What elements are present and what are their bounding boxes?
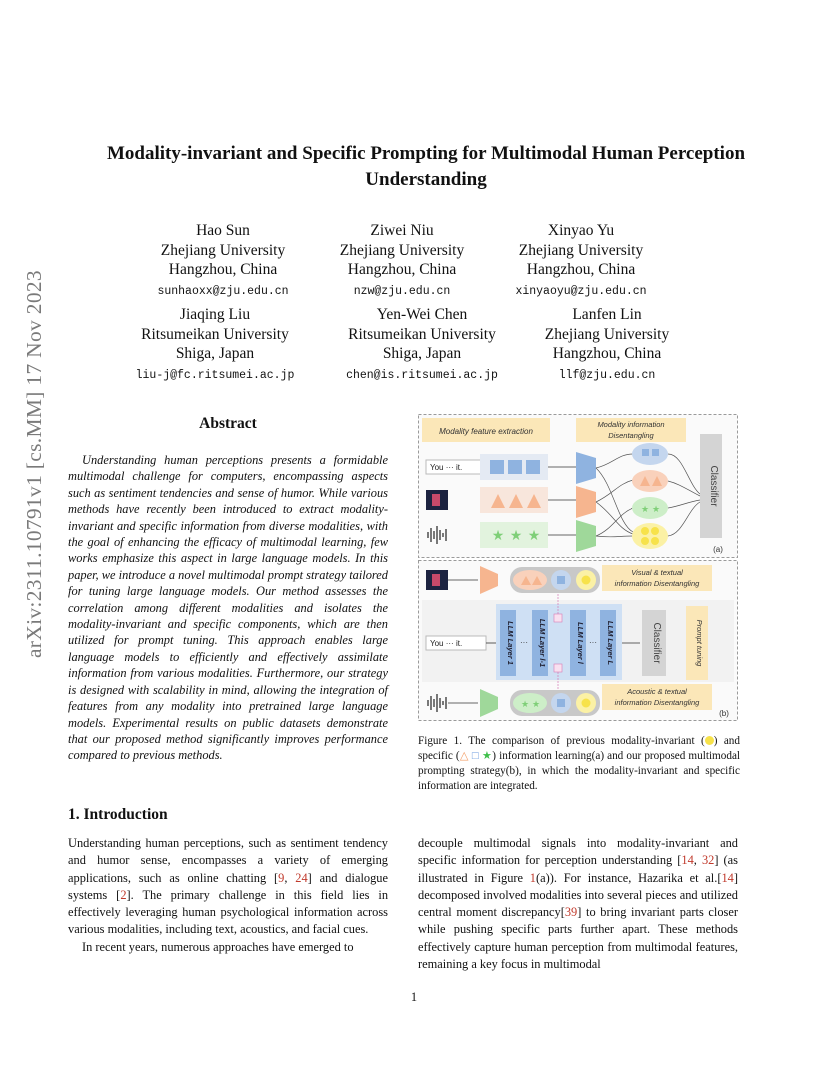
citation-link[interactable]: 14 (721, 870, 734, 885)
blue-square-icon (526, 460, 540, 474)
blue-specific-ellipse (632, 443, 668, 465)
author-name: Hao Sun (196, 222, 250, 239)
panel-a-header-right-text-2: Disentangling (608, 431, 654, 440)
page-number: 1 (410, 990, 418, 1004)
panel-a-header-right-text-1: Modality information (597, 420, 665, 429)
title-line-1: Modality-invariant and Specific Prompting for Multimodal Human Perception (106, 143, 746, 164)
author-block (123, 221, 323, 300)
author-location: Hangzhou, China (347, 261, 457, 278)
blue-square-icon: □ (471, 750, 479, 762)
green-specific-ellipse (632, 497, 668, 519)
section-heading-introduction: 1. Introduction (68, 806, 168, 823)
author-block (115, 305, 315, 384)
title-line-2: Understanding (365, 169, 487, 190)
llm-layer-label: LLM Layer 1 (506, 621, 515, 665)
author-block (322, 305, 522, 384)
panel-a-tag: (a) (713, 545, 723, 554)
author-name: Ziwei Niu (370, 222, 434, 239)
author-block (481, 221, 681, 300)
author-affiliation: Ritsumeikan University (348, 325, 496, 343)
figure-caption: Figure 1. The comparison of previous modality-invariant ( ) and specific (△ □ ★) information learning(a) and our proposed multimodal prompting strategy(b), in which the modality-invariant and specific information are integrated. (418, 735, 741, 792)
visual-textual-label-1: Visual & textual (631, 568, 683, 577)
citation-link[interactable]: 2 (120, 887, 127, 902)
prompt-tuning-label: Prompt tuning (695, 619, 704, 667)
citation-link[interactable]: 24 (295, 870, 308, 885)
panel-a-header-left-text: Modality feature extraction (439, 427, 533, 436)
intro-right-column (418, 835, 738, 973)
intro-paragraph: Understanding human perceptions, such as sentiment tendency and humor sense, encompasses a variety of emerging applications, such as online chatting [9, 24] and dialogue systems [2]. The primary challenge in this field lies in effectively leveraging human psychological information across various modalities, including text, acoustics, and facial cues. (68, 836, 389, 937)
svg-text:★: ★ (531, 699, 541, 709)
author-location: Shiga, Japan (175, 345, 255, 362)
green-star-icon: ★ (527, 527, 541, 543)
green-star-icon: ★ (509, 527, 523, 543)
abstract-heading: Abstract (199, 415, 257, 432)
text-input-label: You ··· it. (430, 463, 463, 472)
visual-textual-label-2: information Disentangling (614, 579, 700, 588)
prompt-token (554, 664, 562, 672)
author-affiliation: Zhejiang University (160, 241, 286, 259)
classifier-label-b: Classifier (651, 622, 662, 664)
llm-layer-label: LLM Layer l (576, 622, 585, 664)
author-affiliation: Zhejiang University (544, 325, 670, 343)
yellow-invariant-ellipse (632, 523, 668, 549)
panel-b-tag: (b) (719, 709, 729, 718)
author-name: Xinyao Yu (547, 222, 615, 239)
author-block (302, 221, 502, 300)
llm-layer-label: LLM Layer L (606, 620, 615, 666)
figure-1 (418, 414, 738, 722)
author-email: chen@is.ritsumei.ac.jp (346, 368, 498, 382)
author-email: llf@zju.edu.cn (558, 368, 656, 382)
author-email: liu-j@fc.ritsumei.ac.jp (135, 368, 295, 382)
abstract-text: Understanding human perceptions presents a formidable multimodal challenge for computers, encompassing aspects such as sentiment tendencies and sense of humor. While various methods have recently been introduced to extract modality-invariant and specific information from diverse modalities, with the goal of enhancing the efficacy of multimodal learning, few works emphasize this aspect in large language models. In this paper, we introduce a novel multimodal prompt strategy tailored for tuning large language models. Our method assesses the correlation among different modalities and isolates the modality-invariant and specific components, which are then utilized for prompt tuning. This approach enables large language models to efficiently and effectively assimilate information from various modalities. Furthermore, our strategy is designed with scalability in mind, allowing the integration of features from any modality into pretrained large language models. Experimental results on public datasets demonstrate that our proposed method significantly improves performance compared to previous methods. (68, 453, 388, 763)
yellow-circle-icon (705, 736, 714, 745)
citation-link[interactable]: 9 (278, 870, 285, 885)
author-affiliation: Zhejiang University (339, 241, 465, 259)
llm-layer-label: LLM Layer l-1 (538, 618, 547, 668)
svg-text:★: ★ (651, 504, 661, 514)
citation-link[interactable]: 32 (701, 853, 715, 868)
intro-paragraph: decouple multimodal signals into modality-invariant and specific information for perception understanding [14, 32] (as illustrated in Figure 1(a)). For instance, Hazarika et al.[14] decomposed involved modalities into several pieces and utilized central moment discrepancy[39] to bring invariant parts closer while pushing specific parts further apart. These methods effectively capture human perception from multimodal features, remaining a key focus in multimodal (418, 836, 738, 972)
author-affiliation: Ritsumeikan University (141, 325, 289, 343)
author-email: nzw@zju.edu.cn (353, 284, 451, 298)
author-name: Lanfen Lin (572, 306, 642, 323)
author-location: Hangzhou, China (168, 261, 278, 278)
author-location: Hangzhou, China (526, 261, 636, 278)
orange-specific-ellipse (632, 470, 668, 492)
green-star-icon: ★ (481, 750, 493, 762)
author-name: Yen-Wei Chen (376, 306, 468, 323)
svg-text:★: ★ (520, 699, 530, 709)
acoustic-textual-label-1: Acoustic & textual (627, 687, 687, 696)
author-email: sunhaoxx@zju.edu.cn (157, 284, 289, 298)
citation-link[interactable]: 39 (564, 905, 578, 920)
blue-square-icon (508, 460, 522, 474)
classifier-label-a: Classifier (708, 465, 719, 507)
arxiv-identifier: arXiv:2311.10791v1 [cs.MM] 17 Nov 2023 (22, 270, 46, 659)
author-affiliation: Zhejiang University (518, 241, 644, 259)
acoustic-textual-label-2: information Disentangling (614, 698, 700, 707)
author-location: Hangzhou, China (552, 345, 662, 362)
author-block (507, 305, 707, 384)
author-name: Jiaqing Liu (179, 306, 251, 323)
author-email: xinyaoyu@zju.edu.cn (515, 284, 647, 298)
citation-link[interactable]: 14 (681, 853, 694, 868)
paper-title (60, 141, 792, 193)
intro-left-column (68, 835, 388, 956)
svg-text:···: ··· (589, 638, 597, 647)
green-star-icon: ★ (491, 527, 505, 543)
svg-text:★: ★ (640, 504, 650, 514)
prompt-token (554, 614, 562, 622)
orange-triangle-icon: △ (459, 750, 469, 762)
text-input-label-b: You ··· it. (430, 639, 463, 648)
intro-paragraph: In recent years, numerous approaches have emerged to (82, 939, 354, 954)
svg-text:···: ··· (520, 638, 528, 647)
blue-square-icon (490, 460, 504, 474)
author-location: Shiga, Japan (382, 345, 462, 362)
figure-reference-link[interactable]: 1 (529, 870, 536, 885)
